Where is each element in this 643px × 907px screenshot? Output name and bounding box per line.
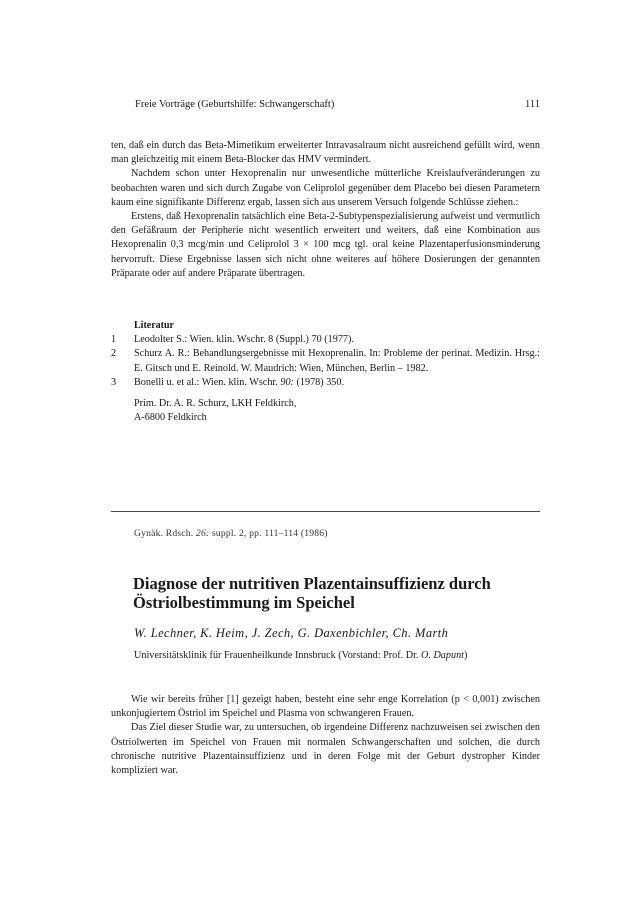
paragraph: Wie wir bereits früher [1] gezeigt haben, besteht eine sehr enge Korrelation (p < 0,001) zwischen unkonjugiertem Östriol im Speichel und Plasma von schwangeren Frauen. xyxy=(111,694,540,720)
reference-number: 3 xyxy=(111,376,117,388)
page-number: 111 xyxy=(525,99,540,110)
article-authors: W. Lechner, K. Heim, J. Zech, G. Daxenbichler, Ch. Marth xyxy=(134,626,449,640)
running-header xyxy=(135,99,540,110)
reference-text xyxy=(134,376,540,390)
paragraph: Nachdem schon unter Hexoprenalin nur unwesentliche mütterliche Kreislaufveränderungen zu beobachten waren und sich durch Zugabe von Celiprolol gegenüber dem Placebo bei diesen Parametern kaum eine signifikante Differenz ergab, lassen sich aus unserem Versuch folgende Schlüsse ziehen.: xyxy=(111,168,540,208)
author-address xyxy=(134,397,540,425)
citation-journal: Gynäk. Rdsch. xyxy=(134,528,196,539)
paragraph: ten, daß ein durch das Beta-Mimetikum erweiterter Intravasalraum nicht ausreichend gefüllt wird, wenn man gleichzeitig mit einem Beta-Blocker das HMV vermindert. xyxy=(111,140,540,166)
affiliation-head: O. Dapunt xyxy=(421,650,465,661)
address-line: Prim. Dr. A. R. Schurz, LKH Feldkirch, xyxy=(134,398,297,410)
reference-text-start: Bonelli u. et al.: Wien. klin. Wschr. xyxy=(134,376,281,388)
reference-number: 2 xyxy=(111,348,117,360)
reference-text: Schurz A. R.: Behandlungsergebnisse mit Hexoprenalin. In: Probleme der perinat. Medizin. Hrsg.: E. Gitsch und E. Reinold. W. Maudrich: Wien, München, Berlin – 1982. xyxy=(134,348,540,374)
article-title: Diagnose der nutritiven Plazentainsuffizienz durch Östriolbestimmung im Speichel xyxy=(133,574,491,612)
reference-item xyxy=(111,347,540,375)
reference-item xyxy=(111,376,540,390)
article-affiliation xyxy=(134,650,467,661)
literature-heading: Literatur xyxy=(134,320,174,331)
paragraph: Erstens, daß Hexoprenalin tatsächlich eine Beta-2-Subtypenspezialisierung aufweist und vermutlich den Gefäßraum der Peripherie nicht wesentlich erweitert und weiters, daß eine Kombination aus Hexoprenalin 0,3 mcg/min und Celiprolol 3 × 100 mcg tgl. oral keine Plazentaperfusionsminderung hervorruft. Diese Ergebnisse lassen sich nicht ohne weiteres auf höhere Dosierungen der genannten Präparate oder auf andere Präparate übertragen. xyxy=(111,211,540,279)
reference-item xyxy=(111,333,540,347)
address-line: A-6800 Feldkirch xyxy=(134,412,207,424)
literature-section xyxy=(111,319,540,425)
reference-text: Leodolter S.: Wien. klin. Wschr. 8 (Suppl.) 70 (1977). xyxy=(134,334,354,346)
affiliation-institute: Universitätsklinik für Frauenheilkunde Innsbruck (Vorstand: Prof. Dr. xyxy=(134,650,421,661)
citation-volume: 26: xyxy=(195,528,210,539)
citation-pages: suppl. 2, pp. 111–114 (1986) xyxy=(209,528,328,539)
paragraph: Das Ziel dieser Studie war, zu untersuchen, ob irgendeine Differenz nachzuweisen sei zwischen den Östriolwerten im Speichel von Frauen mit normalen Schwangerschaften und solchen, die durch chronische nutritive Plazentainsuffizienz und in deren Folge mit der Geburt dystropher Kinder kompliziert war. xyxy=(111,722,540,777)
affiliation-close: ) xyxy=(464,650,468,661)
reference-volume: 90: xyxy=(280,376,294,388)
continuation-text xyxy=(111,139,540,281)
divider xyxy=(111,511,540,512)
reference-text-end: (1978) 350. xyxy=(293,376,345,388)
article-body xyxy=(111,693,540,778)
running-title: Freie Vorträge (Geburtshilfe: Schwangerschaft) xyxy=(135,99,335,110)
journal-citation xyxy=(134,528,328,539)
reference-number: 1 xyxy=(111,334,117,346)
